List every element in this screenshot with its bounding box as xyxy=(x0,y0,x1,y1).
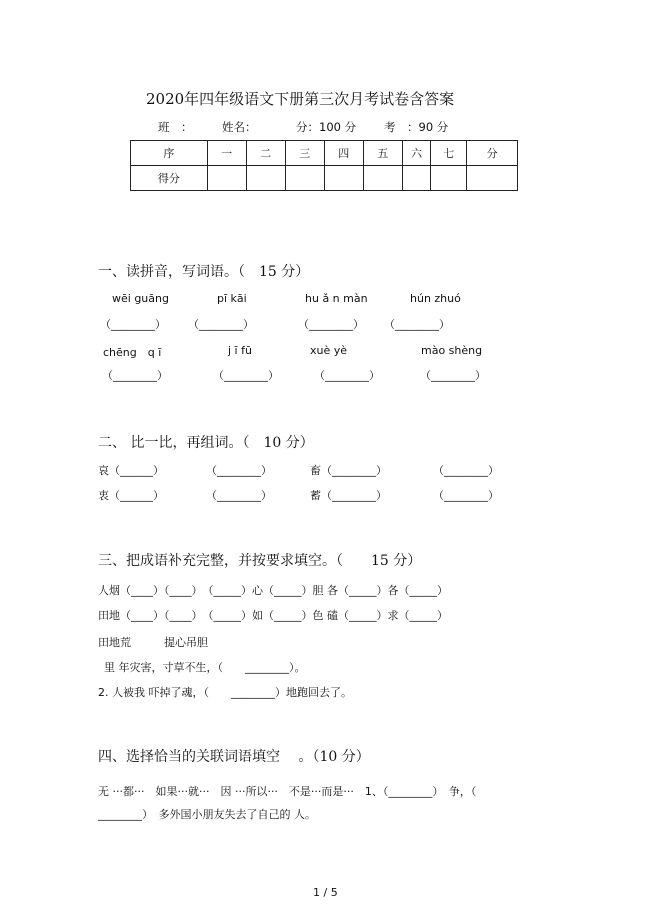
answer-blank: （________） xyxy=(314,369,380,382)
pinyin-item: j ī fū xyxy=(228,344,252,357)
table-cell: 五 xyxy=(363,141,402,166)
compare-item: 蓄（________） xyxy=(310,489,387,502)
conjunction-line: ________） 多外国小朋友失去了自己的 人。 xyxy=(98,808,316,821)
compare-item: 衷（______） xyxy=(98,489,164,502)
idiom-line: 里 年灾害，寸草不生，（ ________）。 xyxy=(104,661,306,674)
score-cell xyxy=(207,166,246,191)
table-cell: 四 xyxy=(324,141,363,166)
idiom-line: 2. 人被我 吓掉了魂，（ ________）地跑回去了。 xyxy=(98,686,352,699)
score-label: 分：100 分 xyxy=(296,120,357,134)
table-cell: 六 xyxy=(402,141,430,166)
pinyin-item: xuè yè xyxy=(310,344,348,357)
score-cell xyxy=(431,166,467,191)
class-label: 班 ： xyxy=(158,120,193,134)
idiom-line: 人烟（____）（____） （_____）心（_____）胆 各（_____）各（_____） xyxy=(98,584,448,597)
answer-blank: （________） xyxy=(188,318,254,331)
answer-blank: （________） xyxy=(100,318,166,331)
table-cell: 分 xyxy=(467,141,518,166)
page-title: 2020年四年级语文下册第三次月考试卷含答案 xyxy=(146,90,455,108)
section2-heading: 二、 比一比，再组词。（ 10 分） xyxy=(98,435,314,451)
conjunction-line: 无 ···都··· 如果···就··· 因 ···所以··· 不是···而是··· 1、（________） 争，（ xyxy=(98,785,477,798)
pinyin-item: hún zhuó xyxy=(410,292,461,305)
pinyin-item: chēng q ī xyxy=(103,346,162,359)
pinyin-item: mào shèng xyxy=(421,344,483,357)
pinyin-item: hu ǎ n màn xyxy=(305,292,368,305)
compare-item: 哀（______） xyxy=(98,464,164,477)
idiom-line: 田地荒 提心吊胆 xyxy=(98,636,208,649)
compare-item: （________） xyxy=(206,464,272,477)
answer-blank: （________） xyxy=(384,318,450,331)
section3-heading: 三、把成语补充完整，并按要求填空。（ 15 分） xyxy=(98,553,422,569)
section4-heading: 四、选择恰当的关联词语填空 。（10 分） xyxy=(98,749,370,765)
score-cell xyxy=(402,166,430,191)
pinyin-item: pī kāi xyxy=(217,292,247,305)
compare-item: （________） xyxy=(206,489,272,502)
compare-item: 畜（________） xyxy=(310,464,387,477)
score-cell xyxy=(285,166,324,191)
pinyin-item: wēi guāng xyxy=(112,292,169,305)
score-cell xyxy=(363,166,402,191)
table-cell: 序 xyxy=(131,141,208,166)
score-table-score-row xyxy=(131,166,518,191)
table-cell: 三 xyxy=(285,141,324,166)
answer-blank: （________） xyxy=(213,369,279,382)
page-number: 1 / 5 xyxy=(313,886,338,899)
answer-blank: （________） xyxy=(298,318,364,331)
score-cell xyxy=(324,166,363,191)
score-cell xyxy=(467,166,518,191)
section1-heading: 一、读拼音，写词语。（ 15 分） xyxy=(98,264,310,280)
time-label: 考 ：90 分 xyxy=(384,120,449,134)
table-cell: 一 xyxy=(207,141,246,166)
score-table-header-row xyxy=(131,141,518,166)
compare-item: （________） xyxy=(433,489,499,502)
name-label: 姓名： xyxy=(222,120,257,134)
score-table xyxy=(130,140,518,191)
compare-item: （________） xyxy=(433,464,499,477)
table-cell: 得分 xyxy=(131,166,208,191)
score-cell xyxy=(246,166,285,191)
table-cell: 二 xyxy=(246,141,285,166)
table-cell: 七 xyxy=(431,141,467,166)
answer-blank: （________） xyxy=(420,369,486,382)
idiom-line: 田地（____）（____） （_____）如（_____）色 磕（_____）求（_____） xyxy=(98,609,448,622)
answer-blank: （________） xyxy=(102,369,168,382)
